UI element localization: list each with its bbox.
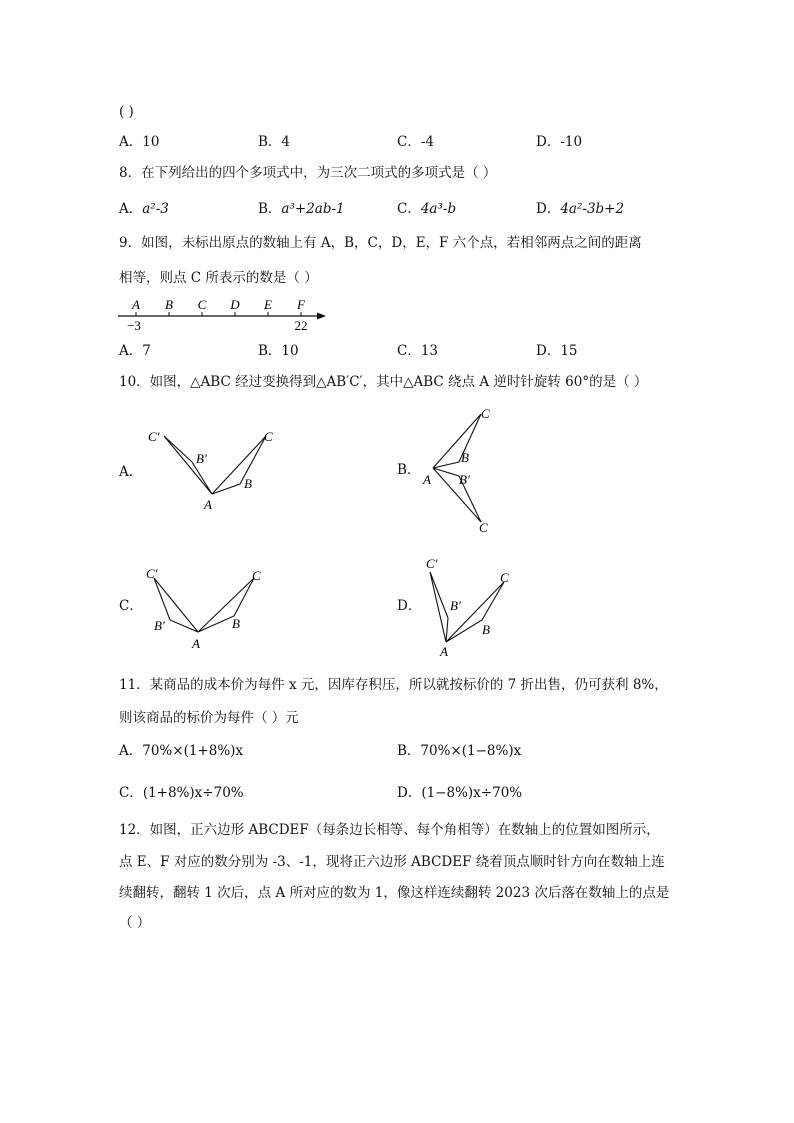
q10a-label-b: B xyxy=(244,476,252,491)
q8-option-c[interactable] xyxy=(397,203,456,217)
q10-figure-a xyxy=(140,422,290,514)
q8-option-b[interactable] xyxy=(258,203,345,217)
q9-option-b[interactable]: B．10 xyxy=(258,343,299,359)
q7-option-a[interactable]: A．10 xyxy=(119,134,160,150)
q7-option-c[interactable]: C．-4 xyxy=(397,134,434,150)
q8-option-a-label: A． xyxy=(119,201,143,217)
q10-option-d[interactable]: D． xyxy=(397,598,422,614)
q9-point-b: B xyxy=(165,297,173,312)
q11-option-d[interactable]: D．(1−8%)x÷70% xyxy=(397,785,523,801)
q10a-label-b1: B′ xyxy=(196,451,207,466)
q11-option-a[interactable]: A．70%×(1+8%)x xyxy=(119,743,244,759)
q9-point-e: E xyxy=(264,297,272,312)
q8-option-a-expr: a²-3 xyxy=(142,201,169,217)
q11-option-b[interactable]: B．70%×(1−8%)x xyxy=(397,743,522,759)
q8-option-c-label: C． xyxy=(397,201,421,217)
q11-stem-line2: 则该商品的标价为每件（ ）元 xyxy=(119,710,299,726)
q10-figure-b xyxy=(415,402,505,538)
q12-stem-line3: 续翻转，翻转 1 次后，点 A 所对应的数为 1，像这样连续翻转 2023 次后落在数轴上的点是 xyxy=(119,885,670,901)
q8-option-d-expr: 4a²-3b+2 xyxy=(560,201,625,217)
q9-stem-line1: 9．如图，未标出原点的数轴上有 A，B，C，D，E，F 六个点，若相邻两点之间的距离 xyxy=(119,235,642,251)
q8-option-b-label: B． xyxy=(258,201,282,217)
q10b-label-c: C xyxy=(481,406,490,421)
q8-option-d-label: D． xyxy=(536,201,561,217)
q10-option-c[interactable]: C． xyxy=(119,598,143,614)
q10d-label-b1: B′ xyxy=(450,598,461,613)
q8-stem: 8．在下列给出的四个多项式中，为三次二项式的多项式是（ ） xyxy=(119,165,497,181)
q10c-label-c: C xyxy=(252,568,261,583)
q10c-label-a: A xyxy=(192,636,200,651)
q10-figure-d xyxy=(420,552,520,660)
q8-option-c-expr: 4a³-b xyxy=(420,201,457,217)
q10b-label-c1: C xyxy=(479,520,488,535)
q11-option-c[interactable]: C．(1+8%)x÷70% xyxy=(119,785,244,801)
q9-value-f: 22 xyxy=(294,318,308,333)
q10-figure-c xyxy=(140,562,270,652)
q9-option-c[interactable]: C．13 xyxy=(397,343,439,359)
q10b-label-a: A xyxy=(423,472,431,487)
q9-point-d: D xyxy=(230,297,240,312)
q8-option-a[interactable] xyxy=(119,203,169,217)
q10c-label-c1: C′ xyxy=(146,566,158,581)
q10d-label-b: B xyxy=(482,622,490,637)
q9-stem-line2: 相等，则点 C 所表示的数是（ ） xyxy=(119,270,318,286)
q10a-label-c: C xyxy=(264,429,273,444)
q12-stem-line1: 12．如图，正六边形 ABCDEF（每条边长相等、每个角相等）在数轴上的位置如图所示， xyxy=(119,822,660,838)
q10c-label-b1: B′ xyxy=(154,618,165,633)
q12-stem-line4: （ ） xyxy=(119,915,151,931)
q9-number-line xyxy=(110,292,340,338)
q9-option-a[interactable]: A．7 xyxy=(119,343,151,359)
q8-option-d[interactable] xyxy=(536,203,624,217)
q10b-label-b: B xyxy=(461,450,469,465)
q9-option-d[interactable]: D．15 xyxy=(536,343,578,359)
q10d-label-a: A xyxy=(440,644,448,659)
q7-answer-paren: ( ) xyxy=(119,104,134,120)
q10-option-b[interactable]: B． xyxy=(397,462,421,478)
q9-point-f: F xyxy=(297,297,305,312)
q7-option-b[interactable]: B．4 xyxy=(258,134,291,150)
q9-ticks xyxy=(136,312,301,316)
q10-option-a[interactable]: A． xyxy=(119,464,143,480)
q9-point-a: A xyxy=(132,297,140,312)
q10b-label-b1: B′ xyxy=(459,472,470,487)
q11-stem-line1: 11．某商品的成本价为每件 x 元，因库存积压，所以就按标价的 7 折出售，仍可获利 8%， xyxy=(119,677,668,693)
q9-value-a: −3 xyxy=(127,318,141,333)
q10c-label-b: B xyxy=(232,616,240,631)
q9-point-c: C xyxy=(197,297,207,312)
q10-stem: 10．如图，△ABC 经过变换得到△AB′C′，其中△ABC 绕点 A 逆时针旋转 60°的是（ ） xyxy=(119,374,648,390)
q10d-label-c: C xyxy=(500,570,509,585)
q8-option-b-expr: a³+2ab-1 xyxy=(281,201,345,217)
q10d-label-c1: C′ xyxy=(426,556,438,571)
q12-stem-line2: 点 E、F 对应的数分别为 -3、-1，现将正六边形 ABCDEF 绕着顶点顺时针方向在数轴上连 xyxy=(119,854,665,870)
q10a-label-a: A xyxy=(204,497,212,512)
q10a-label-c1: C′ xyxy=(148,429,160,444)
q7-option-d[interactable]: D．-10 xyxy=(536,134,583,150)
